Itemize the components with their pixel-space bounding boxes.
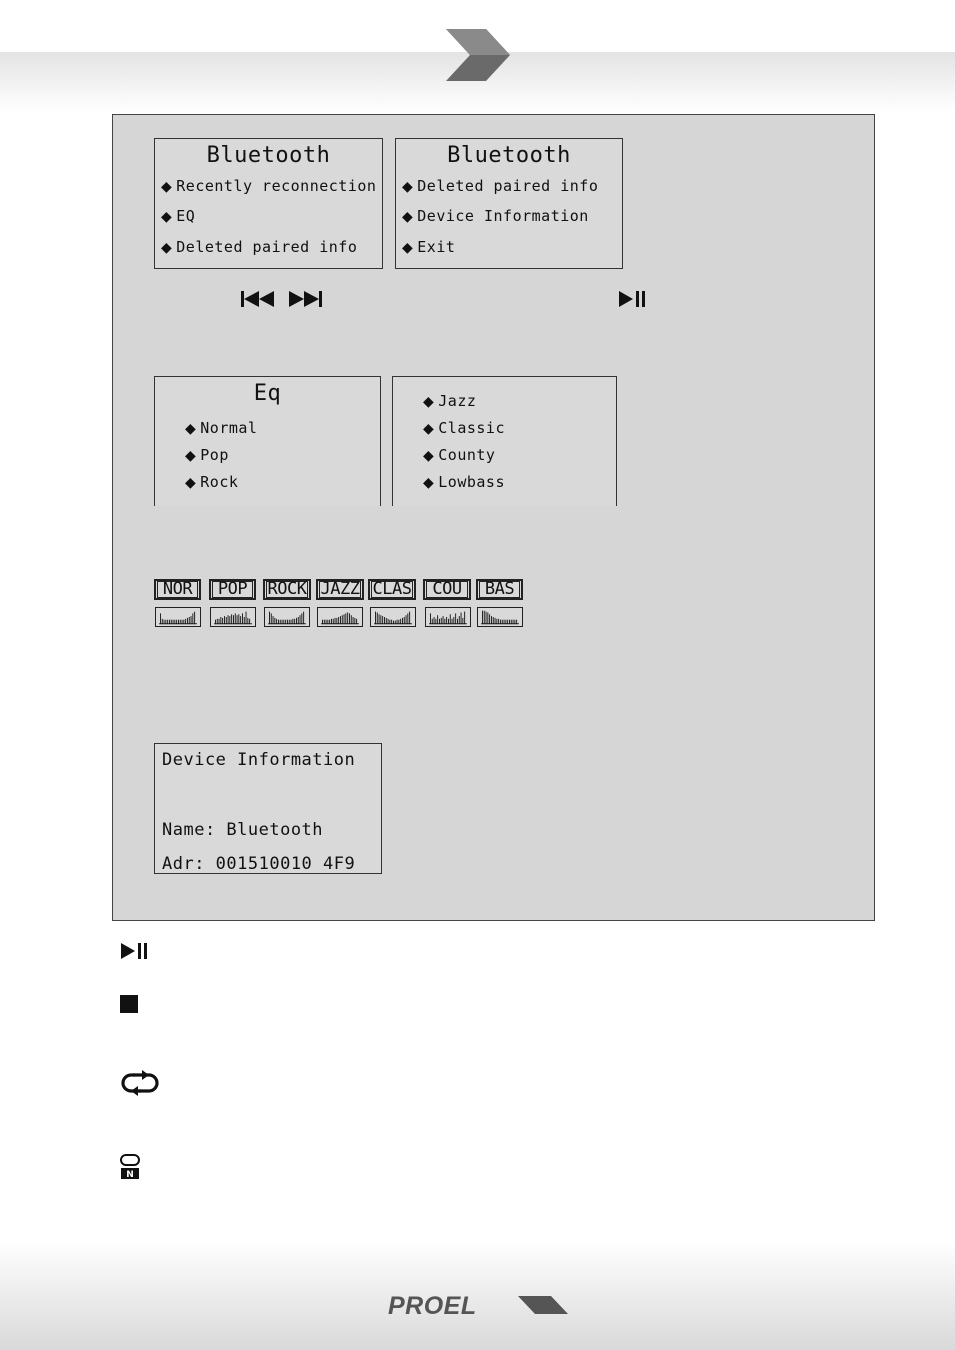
device-information-title: Device Information: [162, 750, 356, 770]
eq-curve-cou-icon: [425, 607, 471, 627]
menu-item-county: [423, 446, 495, 464]
svg-text:PROEL: PROEL: [388, 1292, 477, 1318]
menu-item-label: Recently reconnection: [176, 177, 377, 195]
repeat-icon: [119, 1070, 161, 1096]
eq-curve-clas-icon: [370, 607, 416, 627]
eq-preset-text: COU: [426, 581, 468, 598]
diamond-bullet-icon: ◆: [402, 240, 414, 256]
diamond-bullet-icon: ◆: [185, 475, 197, 491]
device-name-line: Name: Bluetooth: [162, 820, 324, 840]
menu-item-label: County: [438, 446, 496, 464]
device-information-screen: [154, 743, 382, 874]
eq-preset-text: NOR: [157, 581, 198, 598]
menu-item-label: Classic: [438, 419, 505, 437]
eq-preset-label-clas: [368, 579, 416, 600]
stop-icon: [120, 995, 138, 1013]
diamond-bullet-icon: ◆: [161, 179, 173, 195]
diamond-bullet-icon: ◆: [185, 421, 197, 437]
diamond-bullet-icon: ◆: [423, 475, 435, 491]
menu-item-label: Rock: [200, 473, 239, 491]
header-chevron-icon: [440, 26, 515, 84]
eq-curve-pop-icon: [210, 607, 256, 627]
menu-item-deleted-paired-info: [402, 177, 598, 195]
eq-curve-jazz-icon: [317, 607, 363, 627]
menu-item-label: Normal: [200, 419, 258, 437]
menu-item-label: Deleted paired info: [417, 177, 599, 195]
eq-menu-screen-1: [154, 376, 381, 506]
eq-curve-nor-icon: [155, 607, 201, 627]
lcd-title: Bluetooth: [206, 143, 331, 168]
menu-item-label: Jazz: [438, 392, 477, 410]
diamond-bullet-icon: ◆: [423, 421, 435, 437]
bluetooth-menu-screen-1: [154, 138, 383, 269]
menu-item-label: Exit: [417, 238, 456, 256]
lcd-title: Eq: [253, 381, 282, 406]
menu-item-recently-reconnection: [161, 177, 376, 195]
menu-item-pop: [185, 446, 229, 464]
diamond-bullet-icon: ◆: [185, 448, 197, 464]
svg-text:N: N: [126, 1170, 134, 1180]
repeat-single-icon: [119, 1154, 141, 1180]
proel-logo: [386, 1292, 570, 1318]
eq-preset-label-nor: [154, 579, 201, 600]
menu-item-label: Pop: [200, 446, 229, 464]
eq-preset-label-jazz: [316, 579, 364, 600]
menu-item-exit: [402, 238, 455, 256]
eq-preset-text: ROCK: [267, 579, 307, 599]
bluetooth-menu-screen-2: [395, 138, 623, 269]
eq-curve-rock-icon: [264, 607, 310, 627]
play-pause-icon: [618, 290, 648, 308]
menu-item-jazz: [423, 392, 476, 410]
menu-item-label: Deleted paired info: [176, 238, 358, 256]
eq-preset-label-bas: [476, 579, 523, 600]
menu-item-eq: [161, 207, 195, 225]
eq-preset-text: JAZZ: [320, 579, 360, 599]
menu-item-classic: [423, 419, 505, 437]
menu-item-label: Lowbass: [438, 473, 505, 491]
lcd-title: Bluetooth: [447, 143, 571, 168]
diamond-bullet-icon: ◆: [402, 179, 414, 195]
eq-preset-label-rock: [263, 579, 311, 600]
menu-item-device-information: [402, 207, 589, 225]
diamond-bullet-icon: ◆: [423, 394, 435, 410]
diamond-bullet-icon: ◆: [402, 209, 414, 225]
eq-preset-label-pop: [209, 579, 256, 600]
device-address-line: Adr: 001510010 4F9: [162, 854, 356, 874]
menu-item-lowbass: [423, 473, 505, 491]
eq-menu-screen-2: [392, 376, 617, 506]
skip-previous-icon: [240, 290, 276, 308]
menu-item-label: EQ: [176, 207, 196, 225]
menu-item-deleted-paired-info: [161, 238, 357, 256]
diamond-bullet-icon: ◆: [161, 209, 173, 225]
eq-preset-label-cou: [423, 579, 471, 600]
eq-preset-text: POP: [212, 581, 253, 598]
eq-preset-text: BAS: [479, 581, 520, 598]
diamond-bullet-icon: ◆: [161, 240, 173, 256]
play-pause-icon: [120, 942, 150, 960]
menu-item-label: Device Information: [417, 207, 589, 225]
skip-next-icon: [288, 290, 324, 308]
menu-item-rock: [185, 473, 238, 491]
diamond-bullet-icon: ◆: [423, 448, 435, 464]
menu-item-normal: [185, 419, 257, 437]
eq-curve-bas-icon: [477, 607, 523, 627]
eq-preset-text: CLAS: [372, 579, 412, 599]
